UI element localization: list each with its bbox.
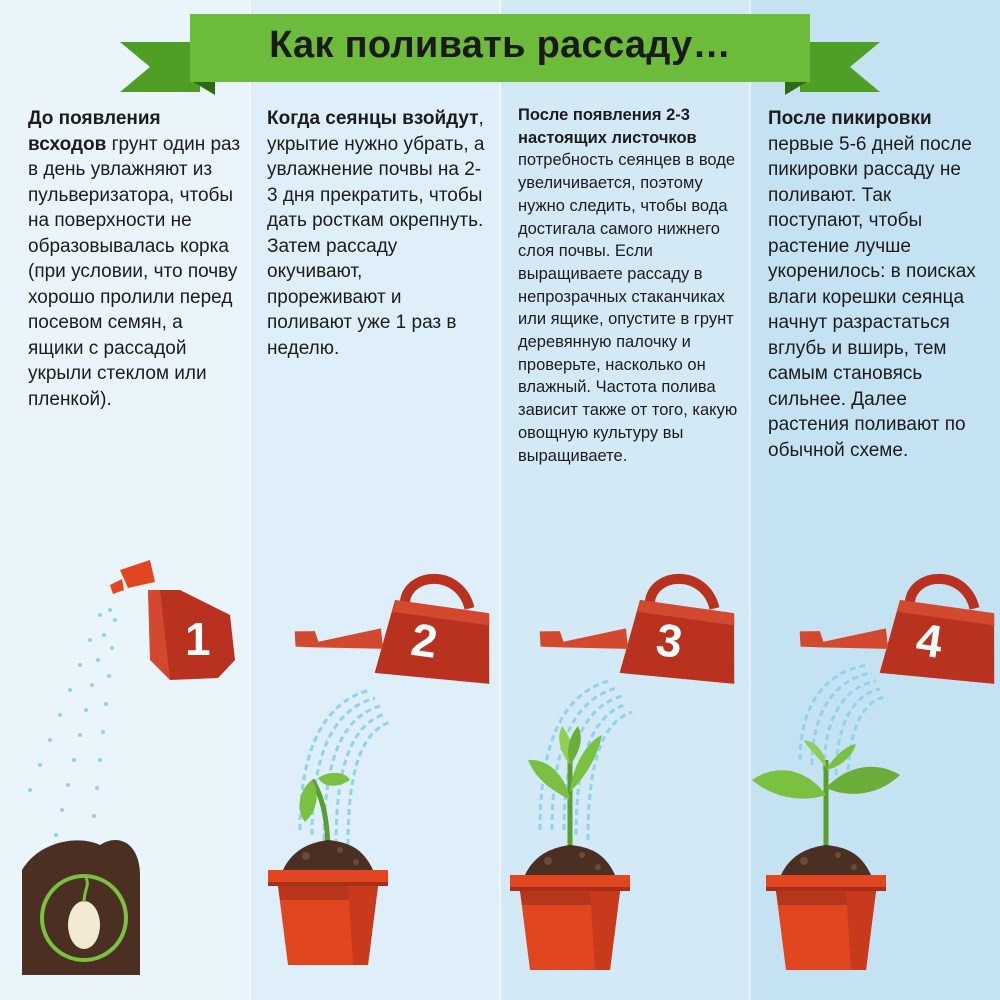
spray-mist [28, 608, 117, 837]
seed-icon [22, 840, 140, 975]
step-1-body: грунт один раз в день увлажняют из пульверизатора, чтобы на поверхности не образовывалась корка (при условии, что почву хорошо пролили перед посевом семян, а ящики с рассадой укрыли стеклом или пленкой). [28, 133, 241, 410]
step-3-lead: После появления 2-3 настоящих листочков [518, 106, 697, 147]
watering-can-icon [535, 560, 747, 689]
step-3-number: 3 [653, 612, 686, 669]
watering-can-icon [795, 560, 1000, 689]
water-stream [300, 690, 390, 845]
flower-pot-icon [766, 845, 886, 970]
plant-icon [752, 740, 900, 855]
step-2-number: 2 [408, 612, 441, 669]
step-3-body: потребность сеянцев в воде увеличивается, поэтому нужно следить, чтобы вода достигала самого нижнего слоя почвы. Если выращиваете рассаду в непрозрачных стаканчиках или ящике, опустите в грунт деревянную палочку и проверьте, насколько он влажный. Частота полива зависит также от того, какую овощную культуру вы выращиваете. [518, 151, 738, 465]
step-2-body: , укрытие нужно убрать, а увлажнение почвы на 2-3 дня прекратить, чтобы дать росткам окрепнуть. Затем рассаду окучивают, прореживают и поливают уже 1 раз в неделю. [267, 108, 485, 359]
step-4-number: 4 [913, 612, 946, 669]
step-1-lead: До появления всходов [28, 108, 161, 155]
flower-pot-icon [268, 840, 388, 965]
step-1-number: 1 [185, 613, 211, 665]
spray-bottle-icon [110, 560, 235, 680]
step-2-lead: Когда сеянцы взойдут [267, 108, 479, 129]
step-4-body: первые 5-6 дней после пикировки рассаду не поливают. Так поступают, чтобы растение лучше укоренилось: в поисках влаги корешки сеянца начнут разрастаться вглубь и вширь, тем самым становясь сильнее. Далее растения поливают по обычной схеме. [768, 133, 976, 461]
page-title: Как поливать рассаду… [269, 24, 731, 66]
seedling-icon [528, 726, 602, 855]
watering-can-icon [290, 560, 502, 689]
step-4-lead: После пикировки [768, 108, 932, 129]
flower-pot-icon [510, 845, 630, 970]
